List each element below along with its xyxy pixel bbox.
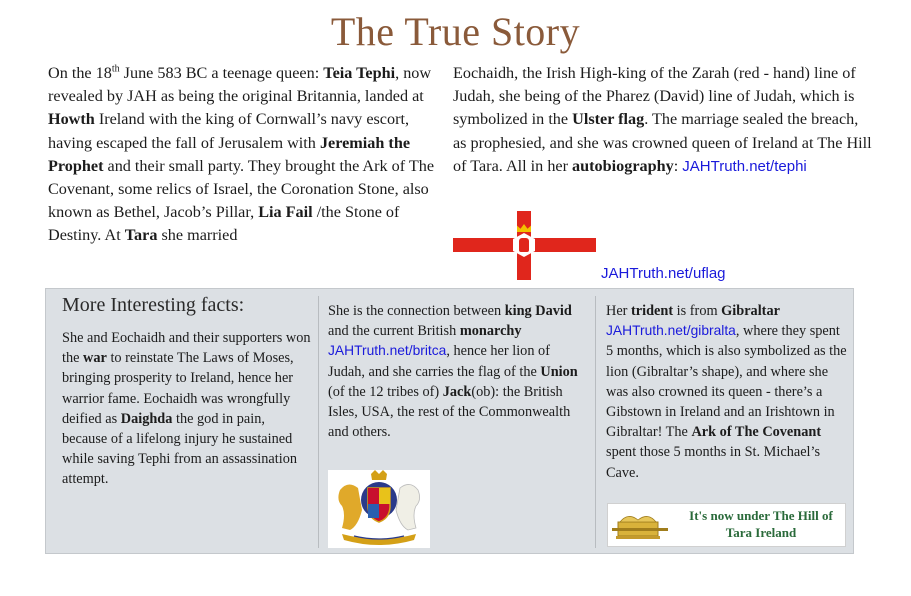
facts-column-2: She is the connection between king David and the current British monarchy JAHTruth.net/britca, hence her lion of Judah, and she carries the flag of the Union (of the 12 tribes of) Jack(ob): the British Isles, USA, the rest of the Commonwealth and others. [328,303,578,441]
intro-left-paragraph: On the 18th June 583 BC a teenage queen: Teia Tephi, now revealed by JAH as being the original Britannia, landed at Howth Ireland with the king of Cornwall’s navy escort, having escaped the fall of Jerusalem with Jeremiah the Prophet and their small party. They brought the Ark of The Covenant, some relics of Israel, the Coronation Stone, also known as Bethel, Jacob’s Pillar, Lia Fail /the Stone of Destiny. At Tara she married [48,63,435,245]
tara-caption-card [607,503,846,547]
facts-heading: More Interesting facts: [62,294,245,316]
royal-coat-of-arms-icon [328,470,430,548]
ark-of-covenant-icon [612,510,668,542]
column-divider [595,296,596,548]
facts-column-1: She and Eochaidh and their supporters won the war to reinstate The Laws of Moses, bringing prosperity to Ireland, hence her warrior fame. Eochaidh was wrongfully deified as Daighda the god in pain, because of a lifelong injury he sustained while saving Tephi from an assassination attempt. [62,330,311,488]
inline-link[interactable]: JAHTruth.net/tephi [682,157,807,175]
ulster-flag-icon [453,211,596,280]
column-divider [318,296,319,548]
page-title: The True Story [330,9,581,54]
inline-link[interactable]: JAHTruth.net/gibralta [606,323,736,339]
uflag-link[interactable]: JAHTruth.net/uflag [601,265,726,282]
inline-link[interactable]: JAHTruth.net/britca [328,343,447,359]
intro-right-paragraph: Eochaidh, the Irish High-king of the Zarah (red - hand) line of Judah, she being of the Pharez (David) line of Judah, which is symbolized in the Ulster flag. The marriage sealed the breach, as prophesied, and she was crowned queen of Ireland at The Hill of Tara. All in her autobiography: JAHTruth.net/tephi [453,64,872,175]
facts-column-3: Her trident is from Gibraltar JAHTruth.net/gibralta, where they spent 5 months, which is also symbolized as the lion (Gibraltar’s shape), and where she was also crowned its queen - there’s a Gibstown in Ireland and an Irishtown in Gibraltar! The Ark of The Covenant spent those 5 months in St. Michael’s Cave. [606,303,847,481]
tara-caption: It's now under The Hill of Tara Ireland [689,508,833,540]
